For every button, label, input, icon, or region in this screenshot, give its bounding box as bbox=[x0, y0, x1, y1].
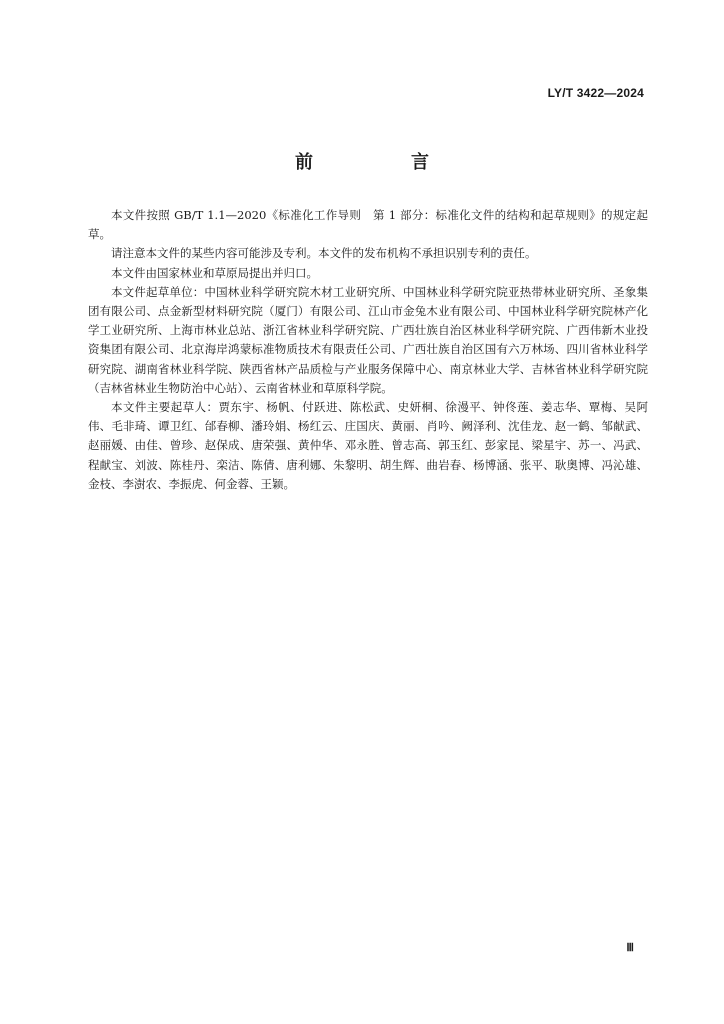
foreword-body bbox=[88, 206, 648, 494]
paragraph-drafters: 本文件主要起草人：贾东宇、杨帆、付跃进、陈松武、史妍桐、徐漫平、钟佟莲、姜志华、覃梅、吴阿伟、毛非琦、谭卫红、邰春柳、潘玲娟、杨红云、庄国庆、黄丽、肖吟、阙泽利、沈佳龙、赵一鹤、邹献武、赵丽媛、由佳、曾珍、赵保成、唐荣强、黄仲华、邓永胜、曾志高、郭玉红、彭家昆、梁星宇、苏一、冯武、程献宝、刘波、陈桂丹、栾洁、陈倩、唐利娜、朱黎明、胡生辉、曲岩春、杨博涵、张平、耿奥博、冯沁雄、金枝、李澍农、李振虎、何金蓉、王颖。 bbox=[88, 400, 648, 491]
paragraph-patent-notice: 请注意本文件的某些内容可能涉及专利。本文件的发布机构不承担识别专利的责任。 bbox=[111, 246, 537, 261]
standard-code: LY/T 3422—2024 bbox=[547, 86, 644, 100]
paragraph-drafting-rules: 本文件按照 GB/T 1.1—2020《标准化工作导则 第 1 部分：标准化文件的结构和起草规则》的规定起草。 bbox=[88, 208, 648, 242]
paragraph-proposer: 本文件由国家林业和草原局提出并归口。 bbox=[111, 265, 318, 280]
page-title: 前 言 bbox=[295, 152, 469, 173]
page-number: Ⅲ bbox=[626, 942, 634, 954]
paragraph-drafting-units: 本文件起草单位：中国林业科学研究院木材工业研究所、中国林业科学研究院亚热带林业研究所、圣象集团有限公司、点金新型材料研究院（厦门）有限公司、江山市金兔木业有限公司、中国林业科学研究院林产化学工业研究所、上海市林业总站、浙江省林业科学研究院、广西壮族自治区林业科学研究院、广西伟新木业投资集团有限公司、北京海岸鸿蒙标准物质技术有限责任公司、广西壮族自治区国有六万林场、四川省林业科学研究院、湖南省林业科学院、陕西省林产品质检与产业服务保障中心、南京林业大学、吉林省林业科学研究院（吉林省林业生物防治中心站）、云南省林业和草原科学院。 bbox=[88, 284, 648, 395]
